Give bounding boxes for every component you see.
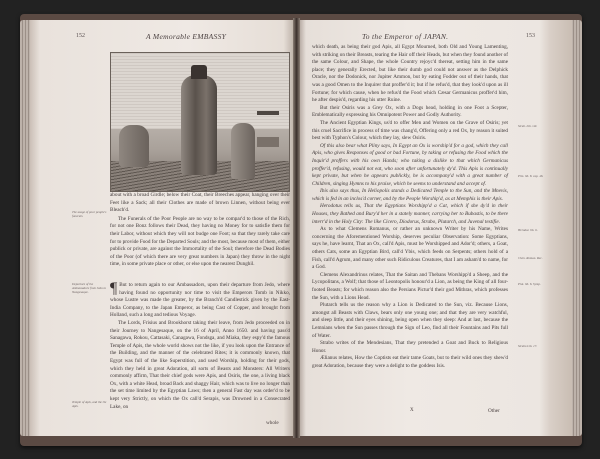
margin-note: Strab. Lib. viii. bbox=[518, 124, 538, 128]
right-page bbox=[300, 20, 572, 436]
left-fore-edge bbox=[20, 20, 30, 436]
page-number: 153 bbox=[526, 33, 535, 39]
engraving-figure-right bbox=[231, 123, 255, 179]
margin-note: Temple of Apis, and the Ox Apis. bbox=[72, 400, 107, 408]
margin-note: Departure of the Ambassadors from Jedo to Nangesaque. bbox=[72, 282, 106, 294]
margin-note: Strabo Lib. 17. bbox=[518, 344, 538, 348]
paragraph: Plutarch tells us the reason why a Lion is Dedicated to the Sun, viz. Because Lions, amongst all Beasts with Claws, bears only one young one; and that they are very watchful, and sleep little, and their eyes shining, being open when they sleep: And at last, because the Lemnians when the Sun passes through the Sign of Leo, find all their Fountains and Pits full of Water. bbox=[312, 302, 508, 339]
left-page bbox=[30, 20, 294, 436]
margin-note: Clem. Roman. Rec. bbox=[518, 256, 543, 260]
running-head: To the Emperor of JAPAN. bbox=[362, 32, 449, 41]
running-head: A Memorable EMBASSY bbox=[146, 32, 227, 41]
paragraph-with-dropcap: ¶ But to return again to our Ambassadors, upon their departure from Jedo, where having found no opportunity nor time to visit the Emperors Tomb in Nikko, whose Lustre was made the greater, by the Branch'd Candlestick given by the East-India Company, to the Japan Emperor, as being Cast of Copper, and brought from Holland, such a long and tedious Voyage. bbox=[110, 280, 290, 319]
engraving-figure-left bbox=[119, 125, 149, 167]
left-text-block-2 bbox=[110, 282, 290, 411]
margin-note: The usage of poor people's funerals. bbox=[72, 210, 107, 218]
catchword: whole bbox=[266, 420, 279, 426]
paragraph: The Ancient Egyptian Kings, us'd to offer Men and Women on the Grave of Osiris; yet this cruel Sacrifice in process of time was chang'd, Offering only a red Ox, by reason it suited best with Typhon's Colour, which they lay, slew Osiris. bbox=[312, 119, 508, 142]
right-text-block bbox=[312, 44, 508, 371]
dropcap-B: ¶ bbox=[110, 280, 118, 297]
paragraph: But their Osiris was a Grey Ox, with a Dogs head, holding in one Foot a Scepter, Emblematically expressing his Omnipotent Power and Godly Authority. bbox=[312, 104, 508, 119]
gutter bbox=[293, 18, 300, 438]
paragraph: Strabo writes of the Mendesians, That they pretended a Goat and Buck to Religious Honor. bbox=[312, 340, 508, 354]
paragraph: The Funerals of the Poor People are no way to be compar'd to those of the Rich, for not one Bonz follows their Dead, they having no Money for to satisfie them for their Labor, without which they will not budge one Foot; so that they rarely take care for to provide Food for the Departed Souls; and the most, because most of them, either publick or private, are against the Immortality of the Soul; therefore the Dead Bodies of the Poor (of which there are very great numbers in Japan) they throw in the night time, in some private place or other, or else upon the nearest Dunghil. bbox=[110, 215, 290, 268]
engraving-figure-main bbox=[181, 75, 217, 175]
paragraph: As to what Clemens Romanus, or rather an unknown Writer by his Name, Writes concerning the Aforementioned Worship, deserves peculiar Observation: Some Egyptians, says he, have learnt, That an Ox, call'd Apis, must be Worshipped and Ador'd; others, a Goat, others Cats, some an Egyptian Bird, call'd Ybis, which feeds on Serpents; others hold of a Fish, call'd Agrum, and many other such Ridiculous Creatures, that I am asham'd to name, for a God. bbox=[312, 226, 508, 271]
open-book bbox=[20, 14, 582, 446]
margin-note: Plut. lib. 6. Symp. bbox=[518, 282, 541, 286]
paragraph: which death, as being their god Apis, all Egypt Mourned, both Old and Young Lamenting, with striking on their Breasts, tearing the Hair off their Heads, but when they found another of the same Colour, and Shape, the whole Country rejoyc'd thereat, setting him in the same place; they generally Erected, but like their dumb god could not answer as the Delphick Oracle, nor the Dodonick, nor Jupiter Ammon, but by eating Fodder out of their hands, that was a good Omen to the Inquirer that proffer'd it; but if he refus'd, that they look'd upon as ill Fortune; for which cause, when he refus'd the Food which Cæsar Germanicus proffer'd him, he after despis'd, regarding his utter Ruine. bbox=[312, 44, 508, 104]
engraving-illustration bbox=[110, 52, 290, 192]
catchword: Other bbox=[488, 408, 500, 414]
paragraph: about with a broad Girdle; below their Coat, their Breeches appear, hanging over their Feet like a Sack; all their Clothes are made of brown Linnen, without being ever Bleach'd. bbox=[110, 192, 290, 214]
margin-note: Plin. lib. 8. cap. 46. bbox=[518, 174, 544, 178]
paragraph: The Lords, Frisius and Brookhorst taking their leave, from Jedo proceeded on in their Journey to Nangesaque, on the 16 of April, Anno 1650. and having pass'd Sanagawa, Rokou, Cattasaki, Canagawa, Fondsga, and Miaka, they espy'd the famous Temple of Apis, the whole world shows not the like, if you look upon the Entrance of the Building, and the manner of the celebrated Rites; it is commonly known, that Egypt was full of the like Superstition, and used Worship, holding for their gods, which they held in great Adoration, all sorts of Beasts and Monsters: All Writers commonly affirm, That their chief gods were Apis, and Osiris, the one, a living black Ox, with a white Head, broad Back and shaggy Hair, which was to live no longer than the set time limited by the Egyptian Laws; then a general Fast day was order'd to be kept very Strictly, on which the Ox call'd Serapis, was Drowned in a Consecrated Lake, on bbox=[110, 319, 290, 410]
paragraph: Clemens Alexandrinus relates, That the Saitan and Thebans Worshipp'd a Sheep, and the Lycopolitans, a Wolf; that those of Leontopolis honour'd a Lion, as being the King of all four-footed Beasts; for which reason also the Persians Pictur'd their god Mithras, which professes the Sun, with a Lions Head. bbox=[312, 271, 508, 301]
margin-note: Herodot. lib. ii. bbox=[518, 228, 538, 232]
paragraph: Ibis also says thus, In Heliopolis stands a Dedicated Temple to the Sun, and the Mnevis, which is fed in an inclos'd corner, and by the People Worship'd, as at Memphis is their Apis. bbox=[312, 188, 508, 202]
left-text-block-1 bbox=[110, 192, 290, 269]
signature-mark: X bbox=[410, 408, 414, 413]
engraving-temple bbox=[257, 111, 279, 147]
page-number: 152 bbox=[76, 33, 85, 39]
paragraph: Of this also bear what Pliny says, In Egypt an Ox is worship'd for a god, which they call Apis, who gives Responses of good or bad Fortune, by taking or refusing the Food which the Inquir'd proffers with his own Hands; who taking a dislike to that which Germanicus proffer'd, refusing, would not eat, who soon after unfortunately dy'd. This Apis is continually kept private, but when he appears publickly, he is accompany'd with a great number of Children, singing Hymns to his praise, which he seems to understand and accept of. bbox=[312, 142, 508, 187]
paragraph: Ælianus relates, How the Coptists eat their tame Goats, but to their wild ones they shew'd great Adoration, because they were a delight to the goddess Isis. bbox=[312, 355, 508, 369]
paragraph: Herodotus tells us, That the Egyptians Worshipp'd a Cat, which if she dy'd in their Houses, they Bathed and Bury'd her in a stately manner, carrying her to Bubastis, to be there interr'd in the Holy City: The like Cicero, Diodorus, Strabo, Plutarch, and Juvenal testifie. bbox=[312, 203, 508, 225]
